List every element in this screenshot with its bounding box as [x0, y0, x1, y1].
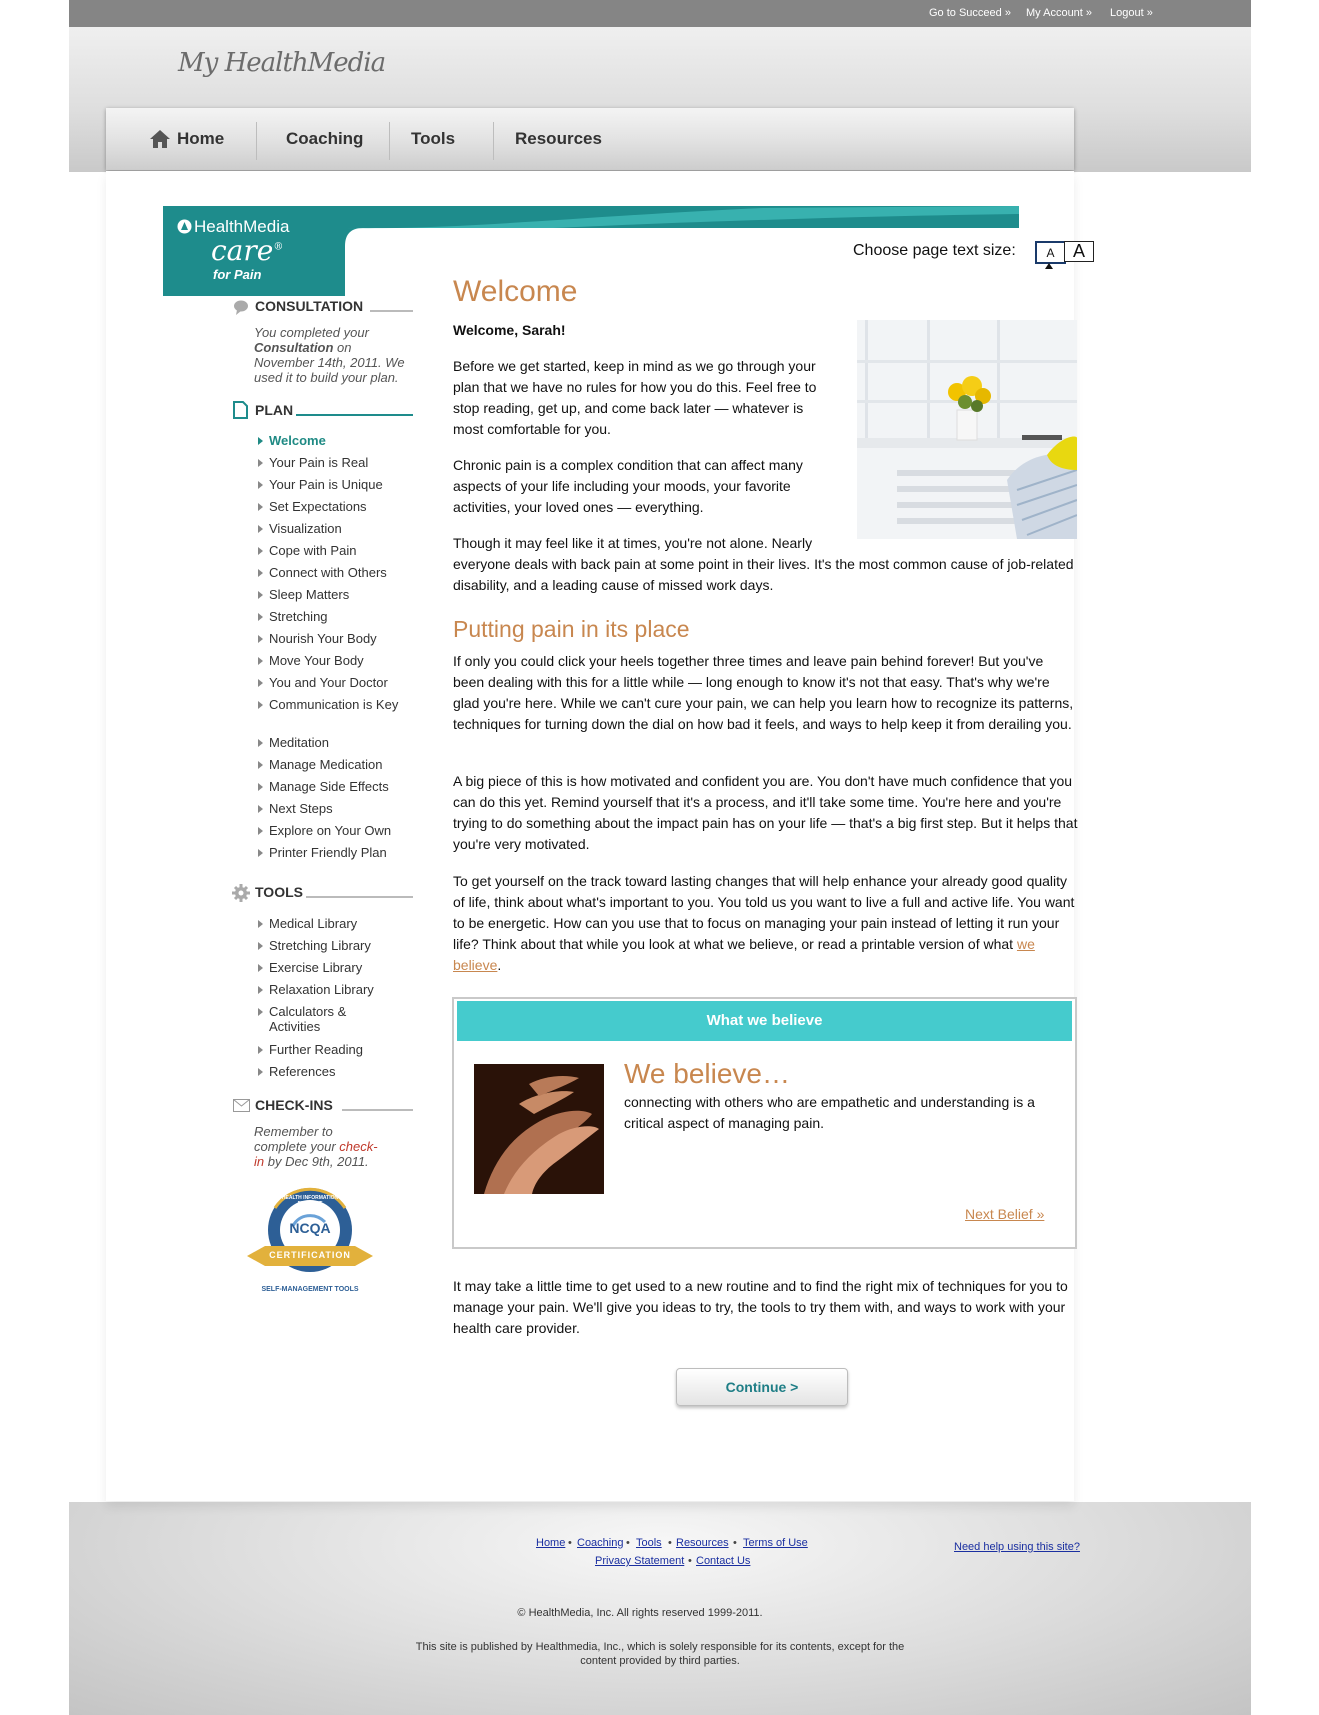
nav-tools-tab[interactable]: Tools — [411, 129, 456, 148]
we-believe-title: We believe… — [624, 1058, 791, 1089]
brand-care — [211, 234, 283, 267]
consultation-note-pre: You completed your — [254, 325, 369, 340]
footer-separator: • — [688, 1555, 692, 1567]
heading-rule — [370, 310, 413, 312]
brand-name: HealthMedia — [194, 217, 290, 236]
nav-home-label: Home — [177, 129, 225, 148]
ncqa-certification-badge — [245, 1186, 375, 1298]
go-to-succeed-link[interactable]: Go to Succeed » — [929, 7, 1011, 19]
tools-item[interactable]: References — [258, 1064, 399, 1086]
check-in-link[interactable]: check-in — [254, 1139, 378, 1169]
chronic-pain-paragraph: Chronic pain is a complex condition that can affect many aspects of your life including your moods, your favorite activities, your loved ones — everything. — [453, 457, 803, 515]
plan-item[interactable]: Visualization — [258, 521, 399, 543]
tools-list — [258, 916, 399, 1086]
document-icon — [233, 401, 248, 419]
home-icon — [149, 129, 171, 149]
footer-separator: • — [626, 1537, 630, 1549]
tools-item[interactable]: Stretching Library — [258, 938, 399, 960]
what-we-believe-header: What we believe — [457, 1001, 1072, 1041]
footer-tools-link[interactable]: Tools — [636, 1537, 662, 1549]
logout-link[interactable]: Logout » — [1110, 7, 1153, 19]
footer-coaching-link[interactable]: Coaching — [577, 1537, 624, 1549]
window-flower-photo — [857, 320, 1077, 539]
plan-item[interactable]: Sleep Matters — [258, 587, 399, 609]
plan-heading — [230, 402, 413, 422]
nav-resources-tab[interactable]: Resources — [515, 129, 602, 148]
what-we-believe-box — [452, 997, 1077, 1249]
envelope-icon — [233, 1099, 250, 1112]
section-subtitle: Putting pain in its place — [453, 616, 690, 642]
utility-bar — [69, 0, 1251, 27]
plan-item[interactable]: Next Steps — [258, 801, 399, 823]
plan-heading-label: PLAN — [255, 402, 294, 418]
my-healthmedia-logo[interactable]: My HealthMedia — [178, 48, 386, 78]
plan-item[interactable]: Cope with Pain — [258, 543, 399, 565]
gear-icon — [232, 884, 250, 902]
plan-item[interactable]: Connect with Others — [258, 565, 399, 587]
plan-item[interactable]: Meditation — [258, 735, 399, 757]
plan-item[interactable]: Nourish Your Body — [258, 631, 399, 653]
routine-paragraph: It may take a little time to get used to a new routine and to find the right mix of techniques for you to manage your pain. We'll give you ideas to try, the tools to try them with, and ways to work with your health care provider. — [453, 1278, 1068, 1336]
we-believe-text: connecting with others who are empathetic and understanding is a critical aspect of managing pain. — [624, 1094, 1035, 1131]
plan-item[interactable]: Move Your Body — [258, 653, 399, 675]
speech-bubble-icon — [233, 299, 249, 315]
not-alone-text: Though it may feel like it at times, you're not alone. Nearly everyone deals with back pain at some point in their lives. It's the most common cause of job-related disability, and a leading cause of missed work days. — [453, 535, 1074, 593]
tools-item[interactable]: Exercise Library — [258, 960, 399, 982]
text-size-small-button[interactable]: A — [1035, 241, 1066, 264]
track-text-end: . — [497, 957, 502, 973]
plan-item[interactable]: Your Pain is Real — [258, 455, 399, 477]
checkins-note — [254, 1124, 384, 1169]
plan-item[interactable]: Explore on Your Own — [258, 823, 399, 845]
tools-item[interactable]: Calculators & Activities — [258, 1004, 399, 1042]
tools-heading-label: TOOLS — [255, 884, 303, 900]
plan-item[interactable]: Your Pain is Unique — [258, 477, 399, 499]
plan-item[interactable]: Stretching — [258, 609, 399, 631]
brand-care-word: care — [211, 234, 274, 267]
text-size-label: Choose page text size: — [853, 242, 1016, 259]
checkins-note-post: by Dec 9th, 2011. — [264, 1154, 369, 1169]
greeting: Welcome, Sarah! — [453, 322, 566, 338]
plan-item[interactable]: Printer Friendly Plan — [258, 845, 399, 867]
footer-terms-link[interactable]: Terms of Use — [743, 1537, 808, 1549]
plan-list — [258, 433, 399, 867]
consultation-note-bold: Consultation — [254, 340, 334, 355]
nav-divider — [493, 122, 494, 160]
copyright: © HealthMedia, Inc. All rights reserved 1999-2011. — [517, 1607, 763, 1619]
not-alone-paragraph — [453, 533, 1078, 596]
checkins-note-pre: Remember to complete your — [254, 1124, 340, 1154]
checkins-heading-label: CHECK-INS — [255, 1097, 333, 1113]
footer-resources-link[interactable]: Resources — [676, 1537, 729, 1549]
track-text: To get yourself on the track toward lasting changes that will help enhance your already good quality of life, think about what's important to you. You told us you want to live a full and active life. You want to be energetic. How can you use that to focus on managing your pain instead of letting it run your life? Think about that while you look at what we believe, or read a printable version of what — [453, 873, 1075, 952]
footer-privacy-link[interactable]: Privacy Statement — [595, 1555, 685, 1567]
footer-separator: • — [733, 1537, 737, 1549]
selected-size-indicator — [1045, 263, 1053, 269]
healthmedia-logo-icon — [177, 219, 192, 234]
nav-divider — [256, 122, 257, 160]
badge-certification: CERTIFICATION — [269, 1250, 351, 1260]
badge-caption: SELF-MANAGEMENT TOOLS — [261, 1286, 359, 1293]
window-scene-image — [857, 320, 1077, 539]
page-title: Welcome — [453, 275, 578, 308]
consultation-note — [254, 325, 406, 385]
nav-divider — [389, 122, 390, 160]
consultation-heading — [230, 298, 413, 318]
footer-separator: • — [568, 1537, 572, 1549]
registered-mark: ® — [273, 241, 284, 253]
track-paragraph — [453, 871, 1078, 976]
tools-heading — [230, 884, 413, 904]
consultation-heading-label: CONSULTATION — [255, 298, 364, 314]
nav-home-tab[interactable] — [149, 108, 224, 170]
we-believe-link[interactable]: we believe — [453, 936, 1035, 973]
badge-arc-text: HEALTH INFORMATION PRODUCT — [281, 1195, 339, 1207]
nav-coaching-tab[interactable]: Coaching — [286, 129, 364, 148]
footer-home-link[interactable]: Home — [536, 1537, 566, 1549]
plan-item[interactable]: Manage Side Effects — [258, 779, 399, 801]
footer-separator: • — [668, 1537, 672, 1549]
checkins-heading — [230, 1097, 413, 1117]
text-size-large-button[interactable]: A — [1064, 241, 1094, 262]
plan-item-welcome[interactable]: Welcome — [258, 433, 399, 455]
intro-paragraph: Before we get started, keep in mind as we go through your plan that we have no rules for how you do this. Feel free to stop reading, get up, and come back later — whatever is most comfortable for you. — [453, 358, 817, 437]
plan-item[interactable]: You and Your Doctor — [258, 675, 399, 697]
footer-contact-link[interactable]: Contact Us — [696, 1555, 751, 1567]
continue-button[interactable]: Continue > — [676, 1368, 848, 1406]
publisher-note: This site is published by Healthmedia, Inc., which is solely responsible for its contents, except for the content provided by third parties. — [415, 1641, 905, 1667]
tools-item[interactable]: Medical Library — [258, 916, 399, 938]
motivation-paragraph: A big piece of this is how motivated and confident you are. You don't have much confidence that you can do this yet. Remind yourself that it's a process, and it'll take some time. You're here and you're trying to do something about the impact pain has on your life — that's a big first step. But it helps that you're very motivated. — [453, 773, 1078, 852]
hands-photo — [474, 1064, 604, 1194]
heading-rule — [342, 1109, 413, 1111]
brand-subtitle: for Pain — [213, 267, 262, 282]
consultation-note-post: on November 14th, 2011. We used it to build your plan. — [254, 340, 405, 385]
next-belief-link[interactable]: Next Belief » — [965, 1206, 1045, 1222]
main-nav — [106, 108, 1074, 170]
heels-paragraph: If only you could click your heels together three times and leave pain behind forever! But you've been dealing with this for a little while — long enough to know it's not that easy. That's why we're glad you're here. While we can't cure your pain, we can help you learn how to recognize its patterns, techniques for turning down the dial on how bad it feels, and ways to help keep it from derailing you. — [453, 653, 1074, 732]
care-for-pain-brand — [163, 206, 344, 292]
plan-item[interactable]: Set Expectations — [258, 499, 399, 521]
heading-rule — [296, 414, 413, 416]
tools-item[interactable]: Relaxation Library — [258, 982, 399, 1004]
plan-item[interactable]: Manage Medication — [258, 757, 399, 779]
hands-image — [474, 1064, 604, 1194]
help-link[interactable]: Need help using this site? — [954, 1541, 1080, 1553]
my-account-link[interactable]: My Account » — [1026, 7, 1093, 19]
plan-item[interactable]: Communication is Key — [258, 697, 399, 735]
badge-ncqa: NCQA — [289, 1220, 331, 1236]
tools-item[interactable]: Further Reading — [258, 1042, 399, 1064]
heading-rule — [306, 896, 413, 898]
